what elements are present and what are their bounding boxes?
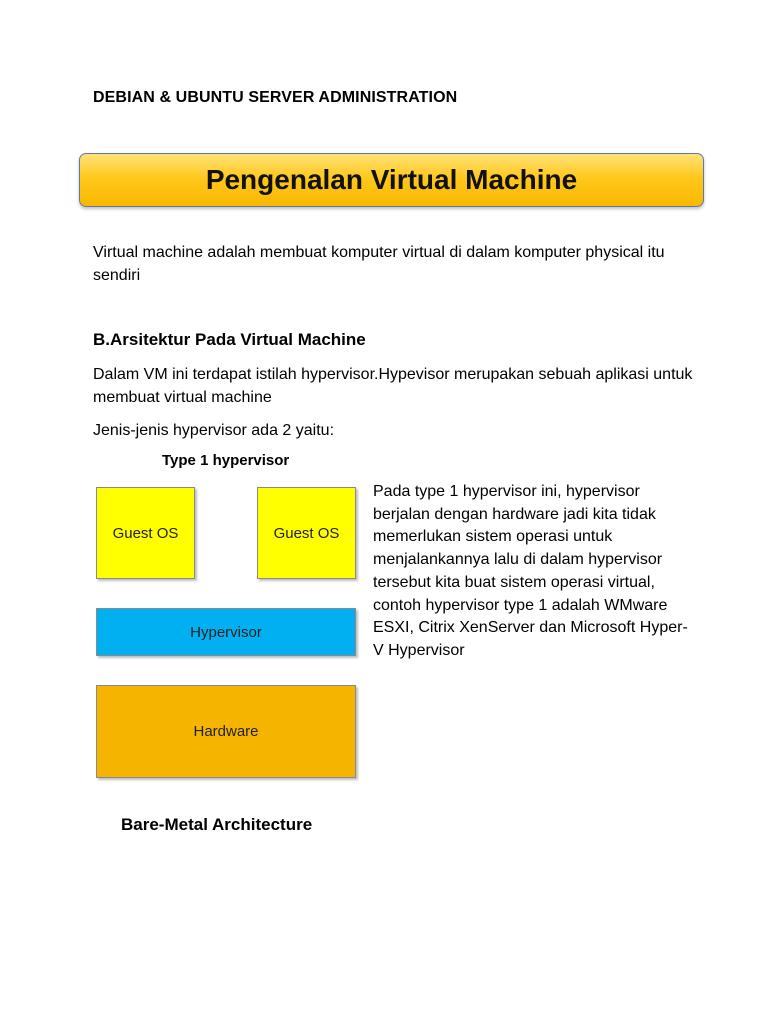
- hypervisor-intro-paragraph: Dalam VM ini terdapat istilah hypervisor.Hypevisor merupakan sebuah aplikasi untuk membuat virtual machine: [93, 366, 693, 406]
- type1-description: Pada type 1 hypervisor ini, hypervisor berjalan dengan hardware jadi kita tidak memerlukan sistem operasi untuk menjalankannya lalu di dalam hypervisor tersebut kita buat sistem operasi virtual, contoh hypervisor type 1 adalah WMware ESXI, Citrix XenServer dan Microsoft Hyper-V Hypervisor: [373, 483, 688, 659]
- guest-os-label-1: Guest OS: [112, 524, 179, 542]
- diagram-title: Type 1 hypervisor: [162, 452, 290, 469]
- hardware-label: Hardware: [193, 723, 259, 740]
- page-title: Pengenalan Virtual Machine: [205, 164, 578, 195]
- guest-os-label-2: Guest OS: [273, 524, 340, 542]
- hypervisor-box: [96, 608, 356, 656]
- hardware-box: [96, 685, 356, 778]
- guest-os-box-2: [257, 487, 356, 579]
- guest-os-box-1: [96, 487, 195, 579]
- section-heading: B.Arsitektur Pada Virtual Machine: [93, 330, 366, 349]
- hypervisor-label: Hypervisor: [190, 623, 262, 641]
- diagram-caption: Bare-Metal Architecture: [121, 815, 313, 834]
- intro-paragraph: Virtual machine adalah membuat komputer virtual di dalam komputer physical itu sendiri: [93, 244, 665, 284]
- title-banner: [79, 153, 704, 207]
- hypervisor-types-text: Jenis-jenis hypervisor ada 2 yaitu:: [93, 422, 335, 439]
- document-header: DEBIAN & UBUNTU SERVER ADMINISTRATION: [93, 89, 458, 106]
